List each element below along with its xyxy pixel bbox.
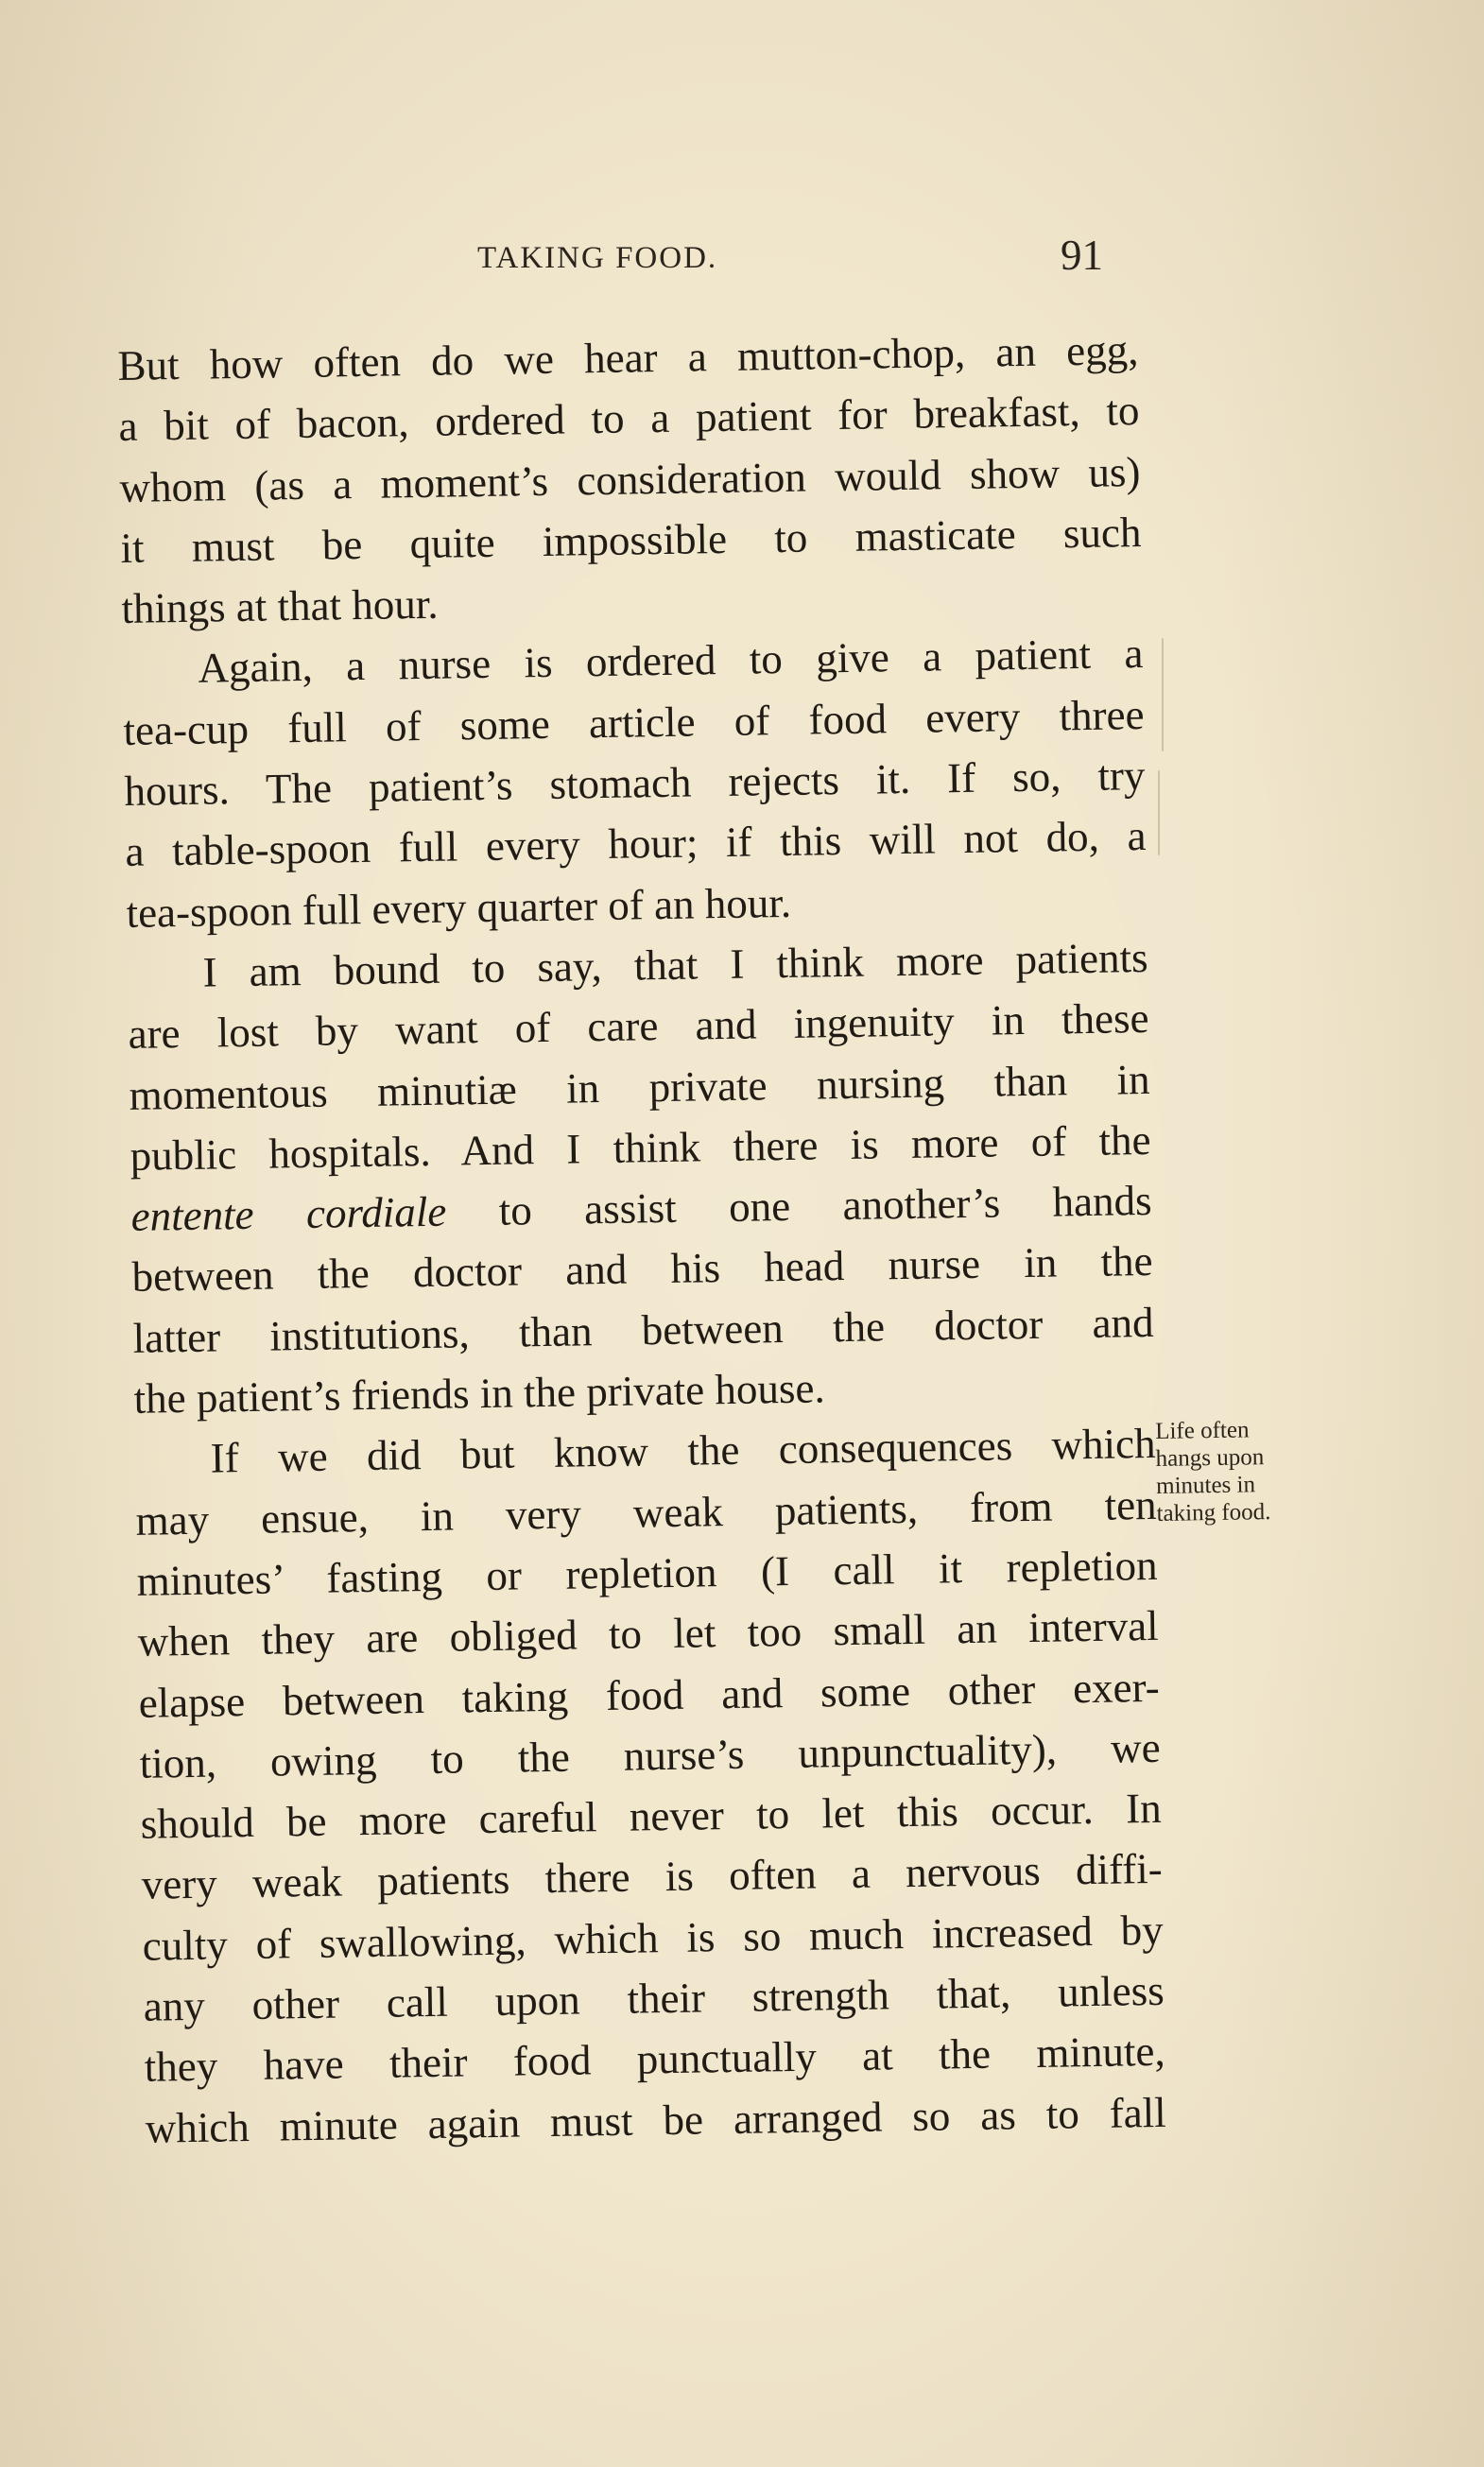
page-number: 91: [1061, 232, 1103, 279]
text-line: But how often do we hear a mutton-chop, an egg,: [117, 326, 1139, 389]
text-line: should be more careful never to let this occur. In: [140, 1784, 1163, 1848]
text-line: it must be quite impossible to masticate such: [120, 508, 1142, 572]
text-line: culty of swallowing, which is so much increased by: [142, 1906, 1165, 1970]
text-line: a bit of bacon, ordered to a patient for breakfast, to: [118, 387, 1140, 451]
text-line: when they are obliged to let too small an interval: [137, 1602, 1159, 1666]
line-remainder: to assist one another’s hands: [445, 1177, 1152, 1235]
margin-note-line: Life often: [1155, 1417, 1250, 1444]
margin-note-line: hangs upon: [1155, 1444, 1265, 1472]
text-line: they have their food punctually at the minute,: [144, 2027, 1166, 2092]
text-line: the patient’s friends in the private house.: [133, 1364, 826, 1423]
text-line: Again, a nurse is ordered to give a patient a: [198, 630, 1144, 693]
text-line: may ensue, in very weak patients, from ten: [135, 1480, 1157, 1544]
text-line: tion, owing to the nurse’s unpunctuality), we: [139, 1723, 1161, 1787]
text-line: very weak patients there is often a nervous diffi-: [141, 1845, 1164, 1909]
italic-phrase: entente cordiale: [130, 1187, 447, 1241]
margin-note: [1155, 1415, 1327, 1527]
text-line: minutes’ fasting or repletion (I call it repletion: [136, 1541, 1158, 1605]
text-line: between the doctor and his head nurse in the: [131, 1237, 1153, 1302]
text-line: any other call upon their strength that, unless: [143, 1966, 1165, 2030]
margin-note-line: minutes in: [1155, 1472, 1256, 1499]
body-text: [117, 319, 1166, 2159]
text-line: hours. The patient’s stomach rejects it. If so, try: [124, 751, 1146, 816]
body-lines: [117, 319, 1166, 2159]
text-line: tea-cup full of some article of food every three: [123, 690, 1145, 754]
running-head: TAKING FOOD.: [477, 241, 718, 275]
text-line: If we did but know the consequences which: [210, 1420, 1156, 1482]
text-line: tea-spoon full every quarter of an hour.: [126, 878, 792, 937]
text-line: whom (as a moment’s consideration would show us): [119, 447, 1141, 511]
text-line: things at that hour.: [121, 579, 439, 633]
text-line: momentous minutiæ in private nursing than in: [129, 1055, 1150, 1119]
text-line: I am bound to say, that I think more patients: [202, 933, 1148, 996]
text-line: a table-spoon full every hour; if this will not do, a: [125, 812, 1147, 876]
margin-lines: [1155, 1415, 1327, 1527]
text-line: latter institutions, than between the doctor and: [132, 1298, 1154, 1362]
pencil-mark: [1158, 770, 1160, 855]
margin-note-line: taking food.: [1156, 1499, 1271, 1527]
text-line: are lost by want of care and ingenuity in these: [128, 994, 1149, 1059]
text-line: which minute again must be arranged so as to fall: [145, 2088, 1167, 2152]
text-line: public hospitals. And I think there is more of the: [129, 1115, 1151, 1180]
pencil-mark: [1162, 638, 1164, 751]
text-line: elapse between taking food and some other exer-: [138, 1663, 1160, 1727]
